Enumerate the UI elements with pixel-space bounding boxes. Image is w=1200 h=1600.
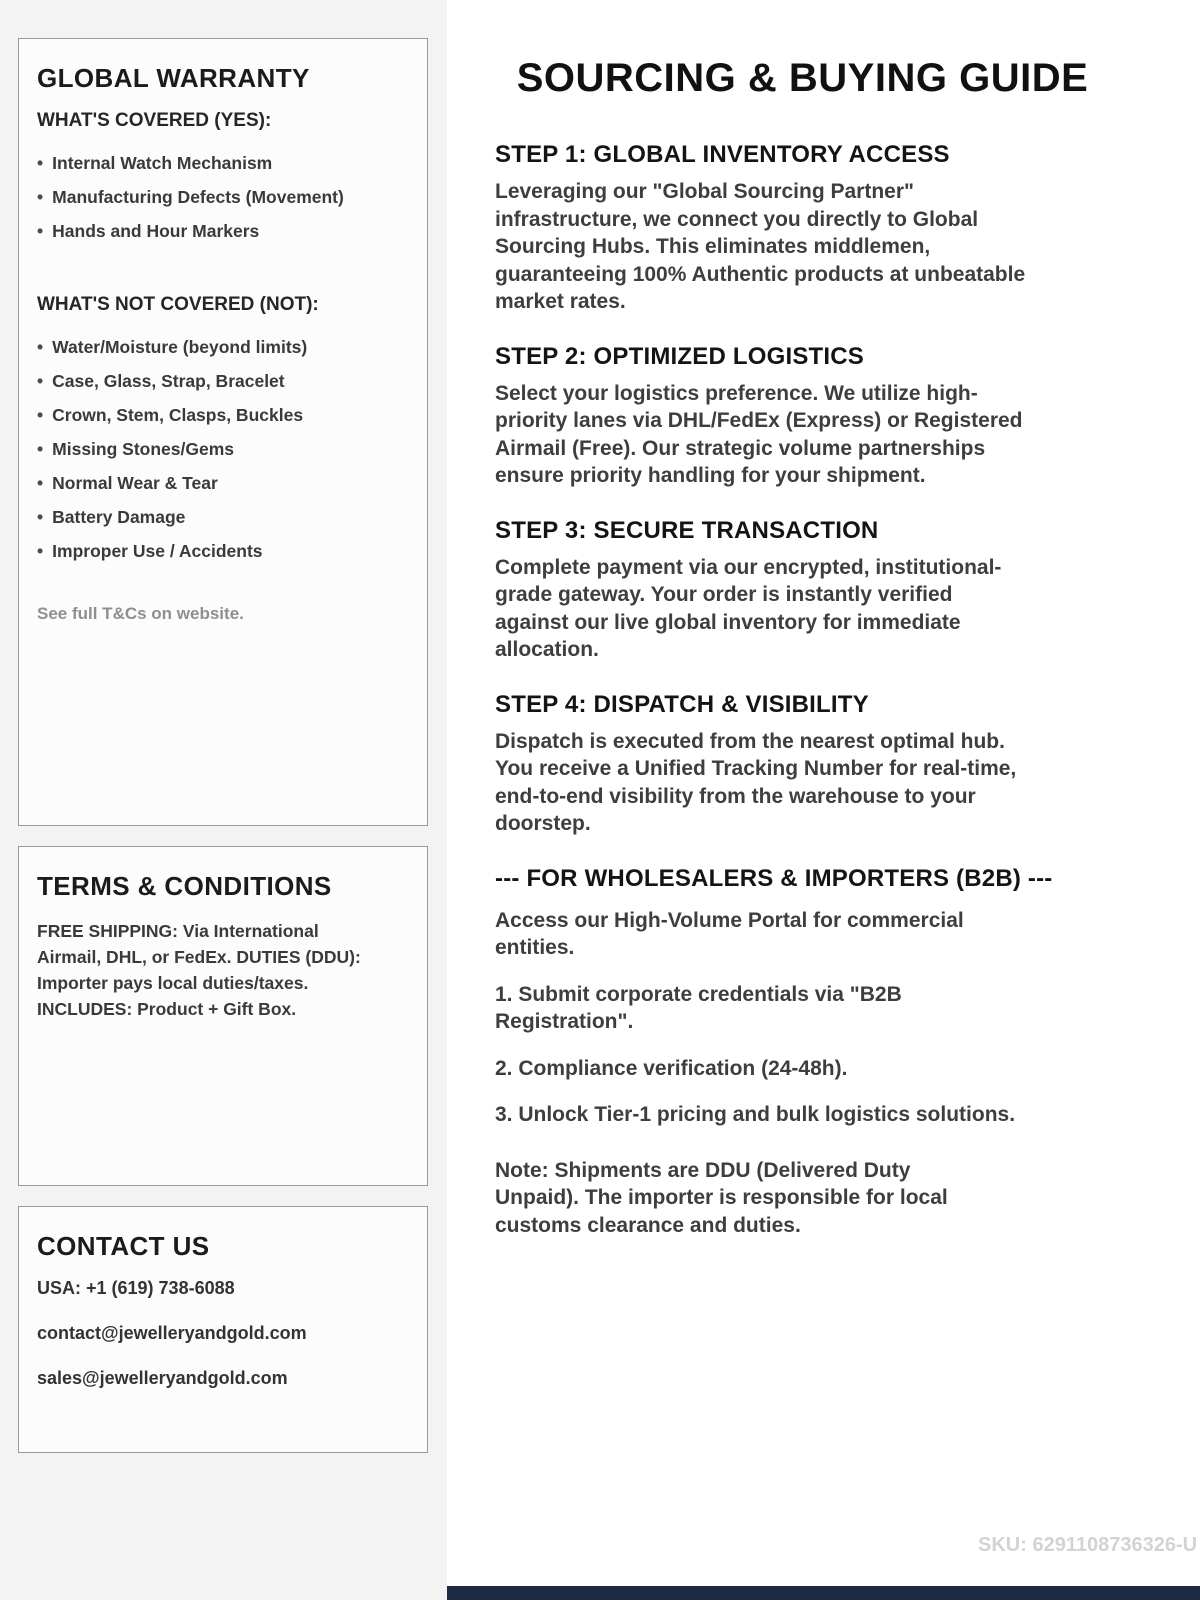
contact-panel: [18, 1206, 428, 1453]
step-body: Select your logistics preference. We utilize high-priority lanes via DHL/FedEx (Express) or Registered Airmail (Free). Our strategic volume partnerships ensure priority handling for your shipment.: [495, 381, 1023, 487]
warranty-title: GLOBAL WARRANTY: [37, 63, 310, 93]
sidebar: [0, 0, 447, 1600]
page-title: SOURCING & BUYING GUIDE: [516, 56, 1089, 100]
covered-list: [37, 146, 409, 248]
contact-title: CONTACT US: [37, 1231, 210, 1261]
step-2: [495, 343, 1110, 490]
terms-panel: [18, 846, 428, 1186]
step-heading: STEP 1: GLOBAL INVENTORY ACCESS: [495, 141, 950, 168]
list-item: • Water/Moisture (beyond limits): [37, 330, 409, 364]
b2b-note: Note: Shipments are DDU (Delivered Duty Unpaid). The importer is responsible for local customs clearance and duties.: [495, 1158, 948, 1237]
step-1: [495, 141, 1110, 316]
step-body: Dispatch is executed from the nearest optimal hub. You receive a Unified Tracking Number for real-time, end-to-end visibility from the warehouse to your doorstep.: [495, 729, 1017, 835]
list-item: • Normal Wear & Tear: [37, 466, 409, 500]
b2b-section: [495, 865, 1110, 1240]
not-covered-subtitle: WHAT'S NOT COVERED (NOT):: [37, 294, 319, 315]
list-item: • Crown, Stem, Clasps, Buckles: [37, 398, 409, 432]
b2b-heading: --- FOR WHOLESALERS & IMPORTERS (B2B) ---: [495, 864, 1053, 892]
b2b-item: 1. Submit corporate credentials via "B2B Registration".: [495, 982, 902, 1033]
step-heading: STEP 4: DISPATCH & VISIBILITY: [495, 690, 869, 718]
not-covered-list: [37, 330, 409, 568]
contact-phone: USA: +1 (619) 738-6088: [37, 1278, 235, 1298]
step-heading: STEP 3: SECURE TRANSACTION: [495, 516, 879, 544]
list-item: • Battery Damage: [37, 500, 409, 534]
step-3: [495, 517, 1110, 664]
b2b-intro: Access our High-Volume Portal for commercial entities.: [495, 908, 964, 959]
step-body: Complete payment via our encrypted, institutional-grade gateway. Your order is instantly verified against our live global inventory for immediate allocation.: [495, 555, 1002, 661]
warranty-panel: [18, 38, 428, 826]
list-item: • Manufacturing Defects (Movement): [37, 180, 409, 214]
list-item: • Internal Watch Mechanism: [37, 146, 409, 180]
contact-email: contact@jewelleryandgold.com: [37, 1323, 307, 1343]
covered-subtitle: WHAT'S COVERED (YES):: [37, 110, 272, 131]
list-item: • Missing Stones/Gems: [37, 432, 409, 466]
sku-label: SKU: 6291108736326-U: [978, 1534, 1198, 1556]
b2b-item: 3. Unlock Tier-1 pricing and bulk logistics solutions.: [495, 1103, 1016, 1126]
list-item: • Hands and Hour Markers: [37, 214, 409, 248]
sales-email: sales@jewelleryandgold.com: [37, 1368, 288, 1388]
step-4: [495, 691, 1110, 838]
list-item: • Improper Use / Accidents: [37, 534, 409, 568]
terms-title: TERMS & CONDITIONS: [37, 871, 332, 901]
b2b-item: 2. Compliance verification (24-48h).: [495, 1056, 848, 1080]
step-heading: STEP 2: OPTIMIZED LOGISTICS: [495, 342, 864, 370]
main-content: [495, 56, 1110, 1239]
warranty-footnote: See full T&Cs on website.: [37, 604, 244, 623]
footer-bar: [447, 1586, 1200, 1600]
terms-body: FREE SHIPPING: Via International Airmail, DHL, or FedEx. DUTIES (DDU): Importer pays local duties/taxes. INCLUDES: Product + Gift Box.: [37, 921, 361, 1019]
list-item: • Case, Glass, Strap, Bracelet: [37, 364, 409, 398]
step-body: Leveraging our "Global Sourcing Partner" infrastructure, we connect you directly to Global Sourcing Hubs. This eliminates middlemen, guaranteeing 100% Authentic products at unbeatable market rates.: [495, 180, 1026, 313]
